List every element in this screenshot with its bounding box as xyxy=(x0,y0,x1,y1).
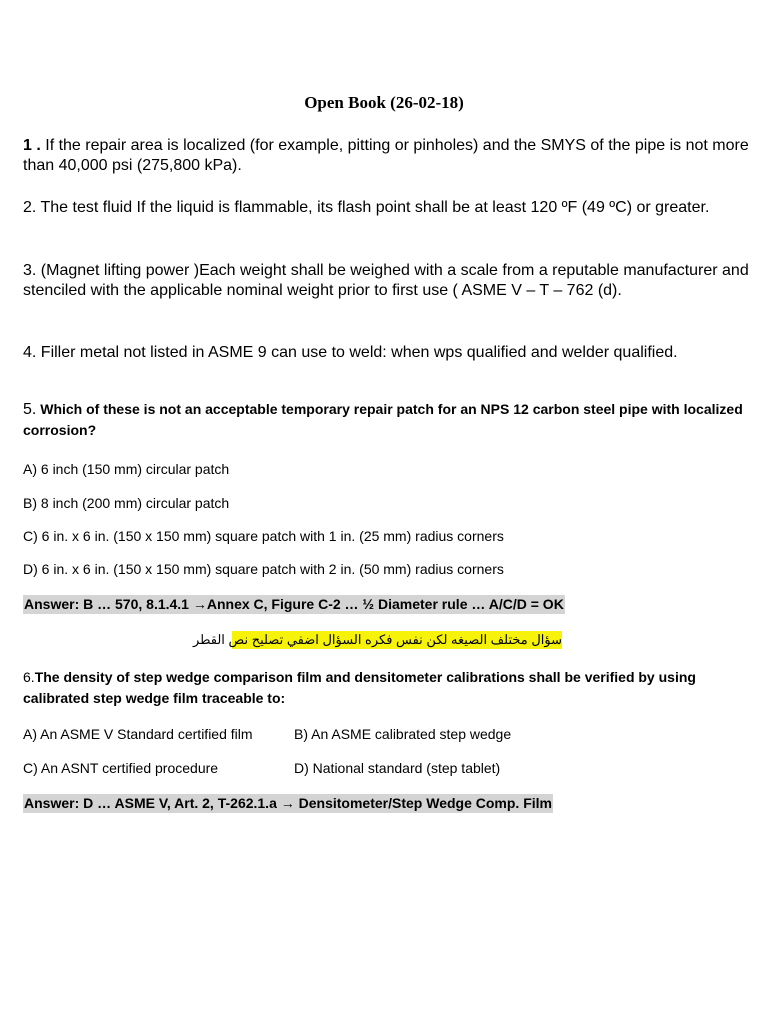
item-5-arabic-note: سؤال مختلف الصيغه لكن نفس فكره السؤال اضفي تصليح نص القطر xyxy=(192,632,562,647)
item-5-question xyxy=(23,399,748,441)
item-6-option-d: D) National standard (step tablet) xyxy=(294,760,501,776)
item-5-option-c: C) 6 in. x 6 in. (150 x 150 mm) square patch with 1 in. (25 mm) radius corners xyxy=(23,528,504,544)
item-6-number: 6. xyxy=(23,669,35,685)
item-5-option-a: A) 6 inch (150 mm) circular patch xyxy=(23,461,230,477)
item-2: 2. The test fluid If the liquid is flammable, its flash point shall be at least 120 ºF (49 ºC) or greater. xyxy=(23,199,710,216)
item-1-number: 1 . xyxy=(23,137,41,154)
item-6-option-c: C) An ASNT certified procedure xyxy=(23,760,219,776)
item-5-question-text: Which of these is not an acceptable temporary repair patch for an NPS 12 carbon steel pipe with localized corrosion? xyxy=(23,401,743,438)
page-title: Open Book (26-02-18) xyxy=(304,93,464,112)
item-6-option-a: A) An ASME V Standard certified film xyxy=(23,726,253,742)
item-6-option-b: B) An ASME calibrated step wedge xyxy=(294,726,512,742)
item-3: 3. (Magnet lifting power )Each weight shall be weighed with a scale from a reputable manufacturer and stenciled with the applicable nominal weight prior to first use ( ASME V – T – 762 (d). xyxy=(23,262,749,299)
item-1 xyxy=(23,136,753,176)
item-1-text: If the repair area is localized (for example, pitting or pinholes) and the SMYS of the pipe is not more than 40,000 psi (275,800 kPa). xyxy=(23,137,749,174)
item-5-number: 5. xyxy=(23,401,37,418)
item-5-answer: Answer: B … 570, 8.1.4.1 →Annex C, Figure C-2 … ½ Diameter rule … A/C/D = OK xyxy=(24,596,564,612)
item-6-question-text: The density of step wedge comparison film and densitometer calibrations shall be verified by using calibrated step wedge film traceable to: xyxy=(23,669,696,706)
item-6-question xyxy=(23,667,748,709)
item-6-answer: Answer: D … ASME V, Art. 2, T-262.1.a → Densitometer/Step Wedge Comp. Film xyxy=(24,795,552,811)
item-4: 4. Filler metal not listed in ASME 9 can use to weld: when wps qualified and welder qualified. xyxy=(23,344,678,361)
item-5-option-b: B) 8 inch (200 mm) circular patch xyxy=(23,495,230,511)
item-5-option-d: D) 6 in. x 6 in. (150 x 150 mm) square patch with 2 in. (50 mm) radius corners xyxy=(23,561,504,577)
